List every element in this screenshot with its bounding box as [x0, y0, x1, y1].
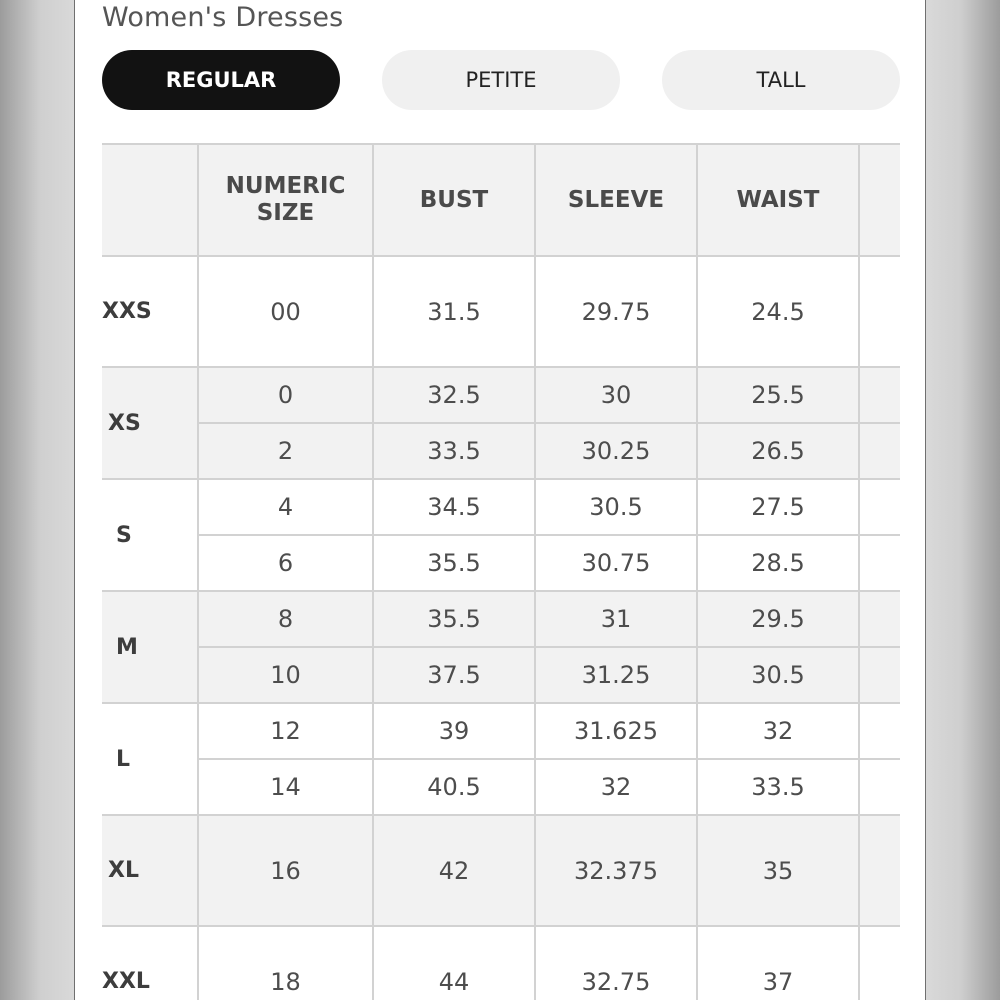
next-column-cell [859, 479, 900, 535]
numeric-cell: 0 [198, 367, 373, 423]
numeric-cell: 4 [198, 479, 373, 535]
size-table [102, 143, 900, 1000]
waist-cell: 37 [697, 926, 859, 1000]
sleeve-cell: 32.75 [535, 926, 697, 1000]
numeric-cell: 00 [198, 256, 373, 367]
bust-cell: 39 [373, 703, 535, 759]
header-bust: BUST [373, 144, 535, 256]
table-row [102, 759, 900, 815]
size-label-cell [102, 591, 198, 703]
bust-cell: 44 [373, 926, 535, 1000]
next-column-cell [859, 256, 900, 367]
sleeve-cell: 29.75 [535, 256, 697, 367]
table-row [102, 703, 900, 759]
next-column-cell [859, 815, 900, 926]
bust-cell: 35.5 [373, 591, 535, 647]
next-column-cell [859, 423, 900, 479]
sleeve-cell: 30.5 [535, 479, 697, 535]
waist-cell: 30.5 [697, 647, 859, 703]
bust-cell: 40.5 [373, 759, 535, 815]
waist-cell: 28.5 [697, 535, 859, 591]
header-waist: WAIST [697, 144, 859, 256]
next-column-cell [859, 926, 900, 1000]
waist-cell: 35 [697, 815, 859, 926]
table-row [102, 647, 900, 703]
numeric-cell: 12 [198, 703, 373, 759]
numeric-cell: 2 [198, 423, 373, 479]
size-table-container[interactable] [102, 143, 900, 1000]
size-label-cell [102, 256, 198, 367]
tab-petite[interactable]: PETITE [382, 50, 620, 110]
sleeve-cell: 31 [535, 591, 697, 647]
table-row [102, 926, 900, 1000]
bust-cell: 31.5 [373, 256, 535, 367]
numeric-cell: 18 [198, 926, 373, 1000]
numeric-cell: 10 [198, 647, 373, 703]
bust-cell: 35.5 [373, 535, 535, 591]
waist-cell: 27.5 [697, 479, 859, 535]
table-row [102, 367, 900, 423]
sleeve-cell: 32 [535, 759, 697, 815]
header-numeric-size: NUMERIC SIZE [198, 144, 373, 256]
size-label: XXL [102, 969, 150, 994]
waist-cell: 25.5 [697, 367, 859, 423]
bust-cell: 37.5 [373, 647, 535, 703]
waist-cell: 24.5 [697, 256, 859, 367]
size-label-cell [102, 926, 198, 1000]
size-label-cell [102, 815, 198, 926]
table-header-row [102, 144, 900, 256]
table-row [102, 256, 900, 367]
sleeve-cell: 31.25 [535, 647, 697, 703]
size-label: S [116, 522, 132, 548]
table-row [102, 535, 900, 591]
size-label: XL [108, 858, 139, 883]
size-label-cell [102, 479, 198, 591]
size-label: M [116, 634, 138, 660]
sleeve-cell: 32.375 [535, 815, 697, 926]
table-row [102, 479, 900, 535]
table-row [102, 591, 900, 647]
size-label: XS [108, 410, 141, 436]
size-label: XXS [102, 299, 152, 324]
bust-cell: 32.5 [373, 367, 535, 423]
size-label-cell [102, 367, 198, 479]
size-chart-panel [74, 0, 926, 1000]
header-sleeve: SLEEVE [535, 144, 697, 256]
waist-cell: 32 [697, 703, 859, 759]
next-column-cell [859, 591, 900, 647]
numeric-cell: 16 [198, 815, 373, 926]
next-column-cell [859, 647, 900, 703]
header-size-label [102, 144, 198, 256]
sleeve-cell: 30 [535, 367, 697, 423]
numeric-cell: 6 [198, 535, 373, 591]
next-column-cell [859, 703, 900, 759]
numeric-cell: 8 [198, 591, 373, 647]
waist-cell: 33.5 [697, 759, 859, 815]
table-row [102, 815, 900, 926]
size-label: L [116, 746, 131, 772]
waist-cell: 26.5 [697, 423, 859, 479]
size-label-cell [102, 703, 198, 815]
next-column-cell [859, 759, 900, 815]
bust-cell: 33.5 [373, 423, 535, 479]
table-row [102, 423, 900, 479]
numeric-cell: 14 [198, 759, 373, 815]
sleeve-cell: 30.75 [535, 535, 697, 591]
sleeve-cell: 31.625 [535, 703, 697, 759]
page-title: Women's Dresses [102, 2, 344, 33]
bust-cell: 42 [373, 815, 535, 926]
tab-tall[interactable]: TALL [662, 50, 900, 110]
header-next-column [859, 144, 900, 256]
bust-cell: 34.5 [373, 479, 535, 535]
sleeve-cell: 30.25 [535, 423, 697, 479]
waist-cell: 29.5 [697, 591, 859, 647]
next-column-cell [859, 367, 900, 423]
tab-regular[interactable]: REGULAR [102, 50, 340, 110]
next-column-cell [859, 535, 900, 591]
